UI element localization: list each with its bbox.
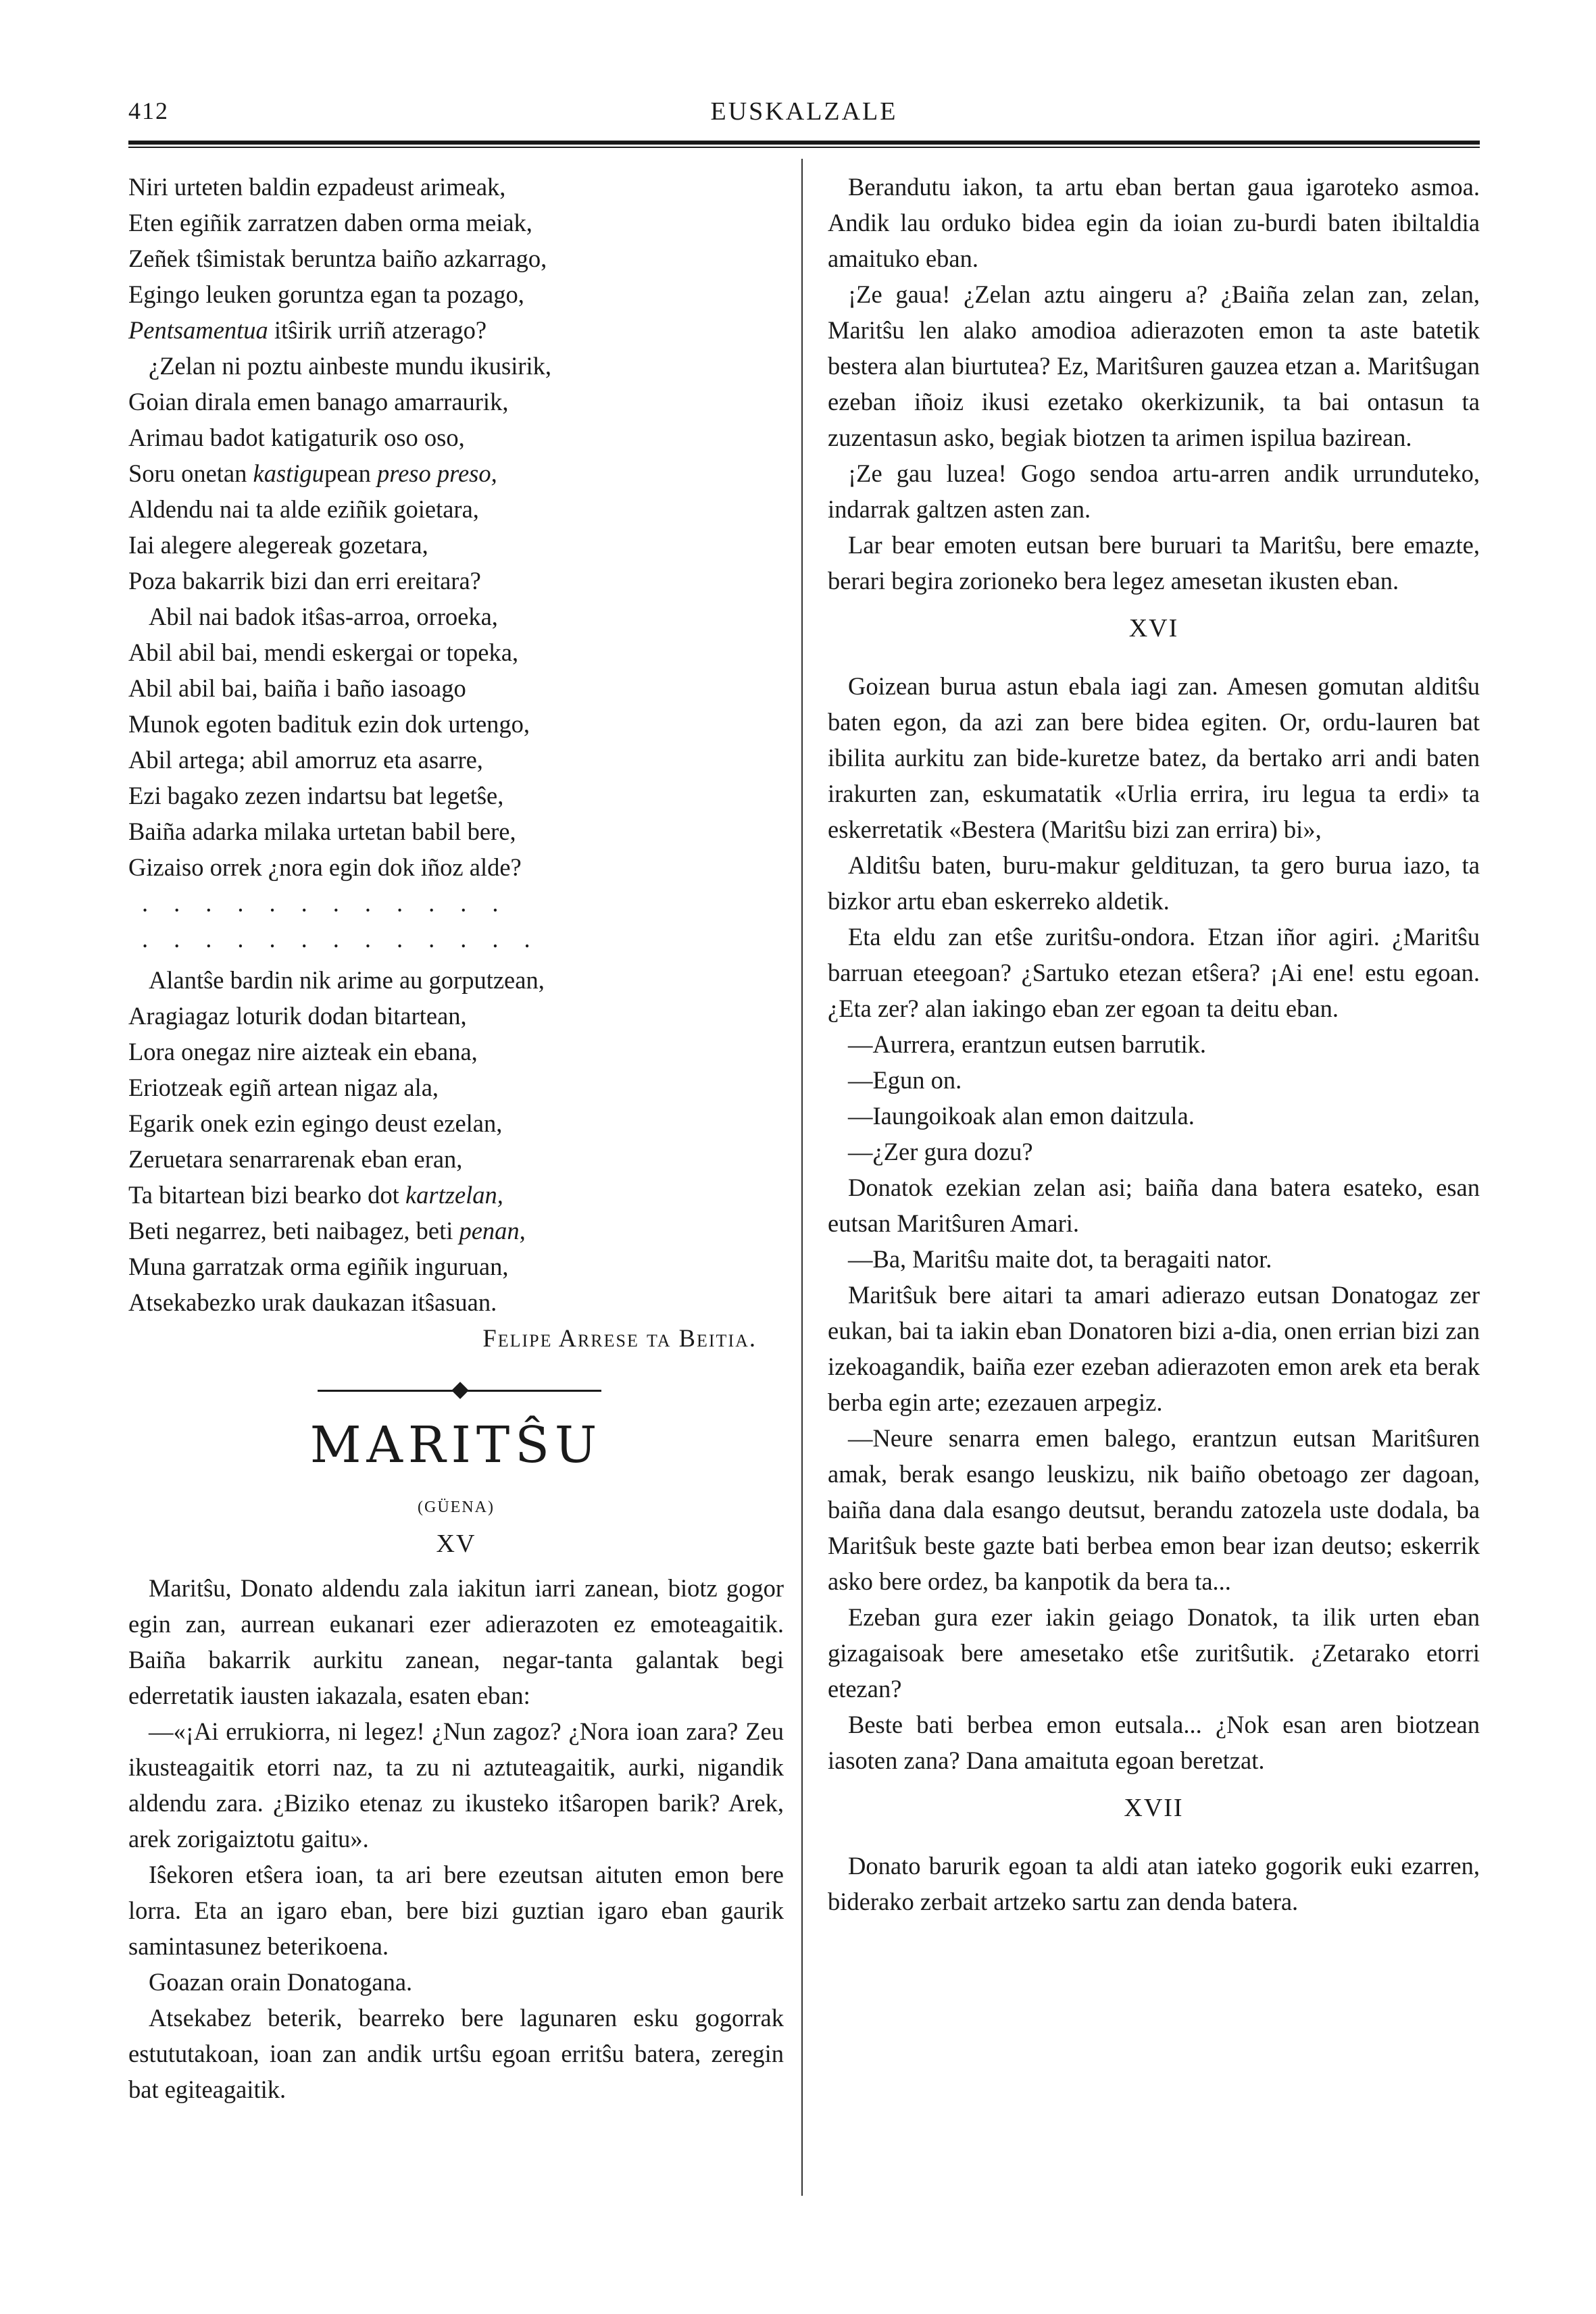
poem-line: Abil artega; abil amorruz eta asarre, [128, 746, 483, 774]
poem-line: Alantŝe bardin nik arime au gorputzean, [149, 966, 545, 994]
poem-line: Baiña adarka milaka urtetan babil bere, [128, 818, 516, 845]
poem-line: Abil abil bai, baiña i baño iasoago [128, 674, 466, 702]
paragraph: —«¡Ai errukiorra, ni legez! ¿Nun zagoz? ¿Nora ioan zara? Zeu ikusteagaitik etorri naz, ta zu ni aztuteagaitik, aurki, nigandik aldendu zara. ¿Biziko etenaz zu ikusteko itŝaropen barik? Arek, arek zorigaiztotu gaitu». [128, 1717, 784, 1853]
poem-line: Goian dirala emen banago amarraurik, [128, 388, 509, 416]
poem-line-text: itŝirik urriñ atzerago? [268, 316, 487, 344]
story-text-xvii [828, 1848, 1480, 1919]
paragraph: Iŝekoren etŝera ioan, ta ari bere ezeutsan aituten emon bere lorra. Eta an igaro eban, bere bizi guztian igaro eban gaurik samintasunez beterikoena. [128, 1861, 784, 1960]
poem-signature: Felipe Arrese ta Beitia. [482, 1324, 757, 1352]
poem-line: Eriotzeak egiñ artean nigaz ala, [128, 1074, 439, 1101]
poem-line: Aragiagaz loturik dodan bitartean, [128, 1002, 467, 1030]
story-title: MARITŜU [309, 1416, 603, 1474]
poem-line: Eten egiñik zarratzen daben orma meiak, [128, 209, 532, 236]
paragraph: Beste bati berbea emon eutsala... ¿Nok esan aren biotzean iasoten zana? Dana amaituta egoan beretzat. [828, 1711, 1480, 1774]
paragraph: Goizean burua astun ebala iagi zan. Amesen gomutan alditŝu baten egon, da azi zan bere bidea egiten. Or, ordu-lauren bat ibilita aurkitu zan bide-kuretze batez, da bertako arri andi baten irakurten zan, eskumatatik «Urlia errira, iru legua ta erdi» ta eskerretatik «Bestera (Maritŝu bizi zan errira) bi», [828, 672, 1480, 843]
dialogue-line: —Ba, Maritŝu maite dot, ta beragaiti nator. [848, 1245, 1272, 1273]
poem-line: Zeñek tŝimistak beruntza baiño azkarrago, [128, 245, 547, 272]
paragraph: ¡Ze gau luzea! Gogo sendoa artu-arren andik urrunduteko, indarrak galtzen asten zan. [828, 459, 1480, 523]
paragraph: Donato barurik egoan ta aldi atan iateko gogorik euki ezarren, biderako zerbait artzeko sartu zan denda batera. [828, 1852, 1480, 1915]
right-column [828, 169, 1480, 1919]
poem-line: Atsekabezko urak daukazan itŝasuan. [128, 1288, 497, 1316]
poem-line-text: Ta bitartean bizi bearko dot [128, 1181, 405, 1209]
italic-word: Pentsamentua [128, 316, 268, 344]
dialogue-line: —Egun on. [848, 1066, 962, 1094]
italic-word: kartzelan, [405, 1181, 503, 1209]
dialogue-line: —Iaungoikoak alan emon daitzula. [848, 1102, 1195, 1130]
italic-word: penan, [459, 1217, 526, 1244]
poem-line-text: Beti negarrez, beti naibagez, beti [128, 1217, 459, 1244]
paragraph: Alditŝu baten, buru-makur geldituzan, ta gero burua iazo, ta bizkor artu eban eskerreko aldetik. [828, 851, 1480, 915]
story-text-xvi [828, 668, 1480, 1778]
header-rule [128, 141, 1480, 145]
paragraph: —Neure senarra emen balego, erantzun eutsan Maritŝuren amak, berak esango leuskizu, nik baiño obetoago zer dagoan, baiña dana dala esango deutsut, berandu zatozela uste dodala, ba Maritŝuk beste gazte bati berbea emon bear izan deutso; eskerrik asko bere ordez, ba kanpotik da bera ta... [828, 1424, 1480, 1595]
poem-line [128, 1213, 784, 1249]
poem-line: ¿Zelan ni poztu ainbeste mundu ikusirik, [149, 352, 552, 380]
paragraph: Atsekabez beterik, bearreko bere lagunaren esku gogorrak estututakoan, ioan zan andik urtŝu egoan erritŝu batera, zeregin bat egiteagaitik. [128, 2004, 784, 2103]
poem-line: Egarik onek ezin egingo deust ezelan, [128, 1109, 503, 1137]
poem-line: Gizaiso orrek ¿nora egin dok iñoz alde? [128, 853, 522, 881]
section-heading-xv: XV [436, 1530, 476, 1558]
poem-line-text: pean [324, 459, 377, 487]
header-rule-thin [128, 147, 1480, 148]
poem-line: Aldendu nai ta alde eziñik goietara, [128, 495, 479, 523]
poem-line [128, 1177, 784, 1213]
paragraph: Berandutu iakon, ta artu eban bertan gaua igaroteko asmoa. Andik lau orduko bidea egin da ioian zu-burdi baten ibiltaldia amaituko eban. [828, 173, 1480, 272]
poem-line: Ezi bagako zezen indartsu bat legetŝe, [128, 782, 504, 809]
section-heading-xvii: XVII [1124, 1794, 1184, 1822]
poem-line: Niri urteten baldin ezpadeust arimeak, [128, 173, 506, 201]
paragraph: ¡Ze gaua! ¿Zelan aztu aingeru a? ¿Baiña zelan zan, zelan, Maritŝu len alako amodioa adierazoten emon ta aste batetik bestera alan biurtutea? Ez, Maritŝuren gauzea etzan a. Maritŝugan ezeban iñoiz ikusi ezetako okerkizunik, ta bai ontasun ta zuzentasun asko, begiak biotzen ta arimen ispilua bazirean. [828, 280, 1480, 451]
ornament-diamond [451, 1382, 468, 1399]
poem-line: Zeruetara senarrarenak eban eran, [128, 1145, 463, 1173]
paragraph: Goazan orain Donatogana. [149, 1968, 413, 1996]
poem-line: Lora onegaz nire aizteak ein ebana, [128, 1038, 478, 1065]
section-ornament [128, 1380, 784, 1401]
running-title: EUSKALZALE [710, 97, 898, 126]
poem-line: Muna garratzak orma egiñik inguruan, [128, 1253, 509, 1280]
poem-line: Abil nai badok itŝas-arroa, orroeka, [149, 603, 498, 630]
left-column [128, 169, 784, 2107]
paragraph: Lar bear emoten eutsan bere buruari ta Maritŝu, bere emazte, berari begira zorioneko bera legez amesetan ikusten eban. [828, 531, 1480, 595]
poem-line: Abil abil bai, mendi eskergai or topeka, [128, 638, 519, 666]
poem-line: Egingo leuken goruntza egan ta pozago, [128, 280, 524, 308]
poem-line [128, 312, 784, 348]
poem-line [128, 455, 784, 491]
poem-line: Iai alegere alegereak gozetara, [128, 531, 428, 559]
paragraph: Maritŝuk bere aitari ta amari adierazo eutsan Donatogaz zer eukan, bai ta iakin eban Donatoren bizi a-dia, onen errian bizi zan izekoagandik, baiña ezer ezeban adierazoten emon arek eta berak berba egin arte; ezezauen arpegiz. [828, 1281, 1480, 1416]
ellipsis-row: ............ [142, 889, 524, 917]
italic-word: preso preso, [376, 459, 497, 487]
story-subtitle: (GÜENA) [418, 1499, 495, 1516]
poem-line: Munok egoten badituk ezin dok urtengo, [128, 710, 530, 738]
paragraph: Donatok ezekian zelan asi; baiña dana batera esateko, esan eutsan Maritŝuren Amari. [828, 1174, 1480, 1237]
paragraph: Ezeban gura ezer iakin geiago Donatok, ta ilik urten eban gizagaisoak bere amesetako etŝe zuritŝutik. ¿Zetarako etorri etezan? [828, 1603, 1480, 1703]
page-number: 412 [128, 97, 169, 124]
dialogue-line: —¿Zer gura dozu? [848, 1138, 1033, 1165]
dialogue-line: —Aurrera, erantzun eutsen barrutik. [848, 1030, 1207, 1058]
ellipsis-row: ............. [142, 925, 556, 953]
column-divider [801, 159, 803, 2196]
poem [128, 169, 784, 1320]
story-text-xv-cont [828, 169, 1480, 599]
paragraph: Eta eldu zan etŝe zuritŝu-ondora. Etzan iñor agiri. ¿Maritŝu barruan eteegoan? ¿Sartuko etezan etŝera? ¡Ai ene! estu egoan. ¿Eta zer? alan iakingo eban zer egoan ta deitu eban. [828, 923, 1480, 1022]
poem-line-text: Soru onetan [128, 459, 253, 487]
story-text-xv [128, 1570, 784, 2107]
section-heading-xvi: XVI [1128, 614, 1179, 643]
poem-line: Poza bakarrik bizi dan erri ereitara? [128, 567, 481, 595]
paragraph: Maritŝu, Donato aldendu zala iakitun iarri zanean, biotz gogor egin zan, aurrean eukanari ezer adierazoten ez emoteagaitik. Baiña bakarrik aurkitu zanean, negar-tanta galantak begi ederretatik iausten iakazala, esaten eban: [128, 1574, 784, 1709]
poem-line: Arimau badot katigaturik oso oso, [128, 424, 465, 451]
italic-word: kastigu [253, 459, 324, 487]
page-header [128, 91, 1480, 132]
